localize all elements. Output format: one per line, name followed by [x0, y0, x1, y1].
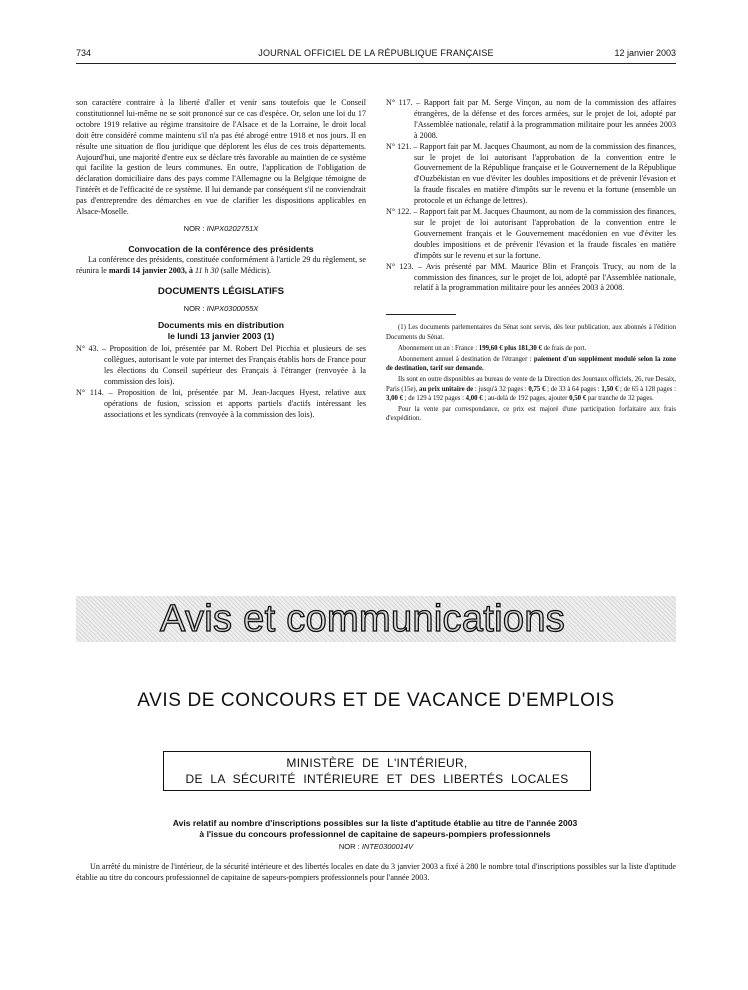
item-number: N° 114. [76, 388, 104, 398]
section-title: AVIS DE CONCOURS ET DE VACANCE D'EMPLOIS [137, 690, 615, 711]
nor-code: INTE0300014V [361, 842, 414, 851]
footnote-rule [386, 314, 456, 315]
footnote-price: 4,00 € [465, 394, 483, 402]
banner-title: Avis et communications [160, 598, 566, 640]
convocation-time: 11 h 30 [195, 265, 219, 275]
footnote-price: 199,60 € plus 181,30 € [478, 344, 542, 352]
footnote-text: de frais de port. [541, 344, 587, 352]
footnote [386, 375, 676, 403]
journal-title: JOURNAL OFFICIEL DE LA RÉPUBLIQUE FRANÇAISE [258, 48, 494, 58]
convocation-text: La conférence des présidents, constituée conformément à l'article 29 du règlement, se réunira le [76, 254, 366, 275]
list-item [76, 344, 366, 388]
item-text: – Proposition de loi, présentée par M. Jean-Jacques Hyest, relative aux opérations de fusion, scission et apports partiels d'actifs intéressant les associations et les syndicats (renvoyée à la commission des lois). [104, 388, 366, 419]
list-item [386, 142, 676, 207]
list-item [386, 262, 676, 295]
footnote-emphasis: paiement d'un supplément modulé selon la zone de destination, tarif sur demande. [386, 355, 676, 373]
item-number: N° 121. [386, 141, 412, 151]
convocation-date: mardi 14 janvier 2003, à [108, 265, 193, 275]
right-column [386, 98, 676, 423]
nor-label: NOR : [183, 223, 207, 233]
footnote-text: Abonnement annuel à destination de l'étranger : [398, 355, 534, 363]
convocation-heading: Convocation de la conférence des présidents [128, 243, 314, 254]
footnote [386, 355, 676, 373]
footnote-text: : jusqu'à 32 pages : [473, 385, 529, 393]
nor-code: INPX0300055X [206, 303, 259, 313]
footnote-emphasis: au prix unitaire de [419, 385, 474, 393]
nor-label: NOR : [338, 842, 362, 851]
item-text: – Rapport fait par M. Serge Vinçon, au nom de la commission des affaires étrangères, de la défense et des forces armées, sur le projet de loi, adopté par l'Assemblée nationale, relatif à la programmation militaire pour les années 2003 à 2008. [414, 98, 676, 140]
list-item [386, 207, 676, 262]
item-text: – Avis présenté par MM. Maurice Blin et François Trucy, au nom de la commission des finances, sur le projet de loi, adopté par l'Assemblée nationale, relatif à la programmation militaire pour les années 2003 à 2008. [414, 261, 676, 293]
avis-heading [90, 818, 660, 839]
ministry-line: DE LA SÉCURITÉ INTÉRIEURE ET DES LIBERTÉS LOCALES [185, 772, 569, 786]
avis-title-line: à l'issue du concours professionnel de capitaine de sapeurs-pompiers professionnels [199, 828, 551, 839]
footnote-text: ; de 33 à 64 pages : [545, 385, 602, 393]
item-number: N° 123. [386, 261, 414, 271]
item-number: N° 122. [386, 207, 412, 217]
footnote-text: Abonnement un an : France : [398, 344, 479, 352]
convocation-paragraph [76, 255, 366, 277]
item-number: N° 43. [76, 344, 99, 354]
footnote-price: 3,00 € [386, 394, 403, 402]
item-text: – Rapport fait par M. Jacques Chaumont, au nom de la commission des finances, sur le projet de loi autorisant l'approbation de la convention entre le Gouvernement de la République française et le Gouvernement de la République d'Ouzbékistan en vue d'éviter les doubles impositions et de prévenir l'évasion et la fraude fiscales en matière d'impôts sur le revenu et la fortune (ensemble un protocole et un échange de lettres). [413, 141, 676, 206]
convocation-room: (salle Médicis). [218, 265, 272, 275]
distribution-heading [76, 320, 366, 341]
header-rule [76, 63, 676, 64]
distribution-title-line: le lundi 13 janvier 2003 (1) [167, 330, 275, 341]
footnote: (1) Les documents parlementaires du Sénat sont servis, dès leur publication, aux abonnés à l'édition Documents du Sénat. [386, 324, 676, 341]
footnote-text: Ils sont en outre disponibles au bureau de vente de la Direction des Journaux officiels, 26, rue Desaix, Paris (15e), [386, 376, 676, 393]
documents-heading: DOCUMENTS LÉGISLATIFS [157, 285, 285, 297]
avis-title-line: Avis relatif au nombre d'inscriptions possibles sur la liste d'aptitude établie au titre de l'année 2003 [172, 818, 578, 828]
footnote-text: ; de 65 à 128 pages : [618, 385, 676, 393]
footnote-price: 0,50 € [569, 394, 587, 402]
issue-date: 12 janvier 2003 [614, 48, 676, 58]
footnote-text: ; au-delà de 192 pages, ajouter [482, 394, 570, 402]
nor-reference [76, 842, 676, 851]
item-text: – Proposition de loi, présentée par M. Robert Del Picchia et plusieurs de ses collègues, autorisant le vote par internet des Français établis hors de France pour les élections du Conseil supérieur des Français à l'étranger (renvoyée à la commission des lois). [102, 344, 366, 387]
footnote-price: 1,50 € [601, 385, 619, 393]
footnote: Pour la vente par correspondance, ce prix est majoré d'une participation forfaitaire aux frais d'expédition. [386, 405, 676, 423]
footnote-text: ; de 129 à 192 pages : [403, 394, 466, 402]
ministry-box [163, 751, 591, 791]
nor-label: NOR : [183, 303, 207, 313]
list-item [386, 98, 676, 142]
footnote [386, 344, 676, 353]
left-column [76, 98, 366, 421]
list-item [76, 388, 366, 421]
footnote-price: 0,75 € [528, 385, 546, 393]
page-number: 734 [76, 48, 92, 58]
ministry-line: MINISTÈRE DE L'INTÉRIEUR, [286, 756, 468, 770]
section-banner [76, 596, 676, 642]
nor-reference [76, 304, 366, 315]
footnote-text: par tranche de 32 pages. [586, 394, 654, 402]
nor-code: INPX0202751X [206, 223, 259, 233]
item-number: N° 117. [386, 98, 413, 107]
nor-reference [76, 224, 366, 235]
page-header [76, 48, 676, 62]
continued-paragraph: son caractère contraire à la liberté d'aller et venir sans toutefois que le Conseil constitutionnel lui-même ne se soit prononcé sur ce cas d'espèce. Or, selon une loi du 17 octobre 1919 relative au régime transitoire de l'Alsace et de la Lorraine, le droit local doit être considéré comme maintenu s'il n'a pas été abrogé entre 1918 et nos jours. Il en résulte une situation de flou juridique que déplorent les élus de ces trois départements. Aujourd'hui, une majorité d'entre eux se déclare très favorable au maintien de ce système qui facilite la gestion de leurs communes. En outre, l'application de l'obligation de déclaration domiciliaire dans des pays comme l'Allemagne ou la Belgique témoigne de l'intérêt et de l'efficacité de ce système. Il lui demande par conséquent s'il ne conviendrait pas d'entreprendre des démarches en vue de clarifier les dispositions applicables en Alsace-Moselle. [76, 98, 366, 217]
item-text: – Rapport fait par M. Jacques Chaumont, au nom de la commission des finances, sur le projet de loi autorisant l'approbation de la convention entre le Gouvernement français et le Gouvernement macédonien en vue d'éviter les doubles impositions et de prévenir l'évasion et la fraude fiscales en matière d'impôts sur le revenu et sur la fortune. [413, 207, 676, 260]
distribution-title-line: Documents mis en distribution [157, 320, 285, 331]
avis-body: Un arrêté du ministre de l'intérieur, de la sécurité intérieure et des libertés locales en date du 3 janvier 2003 a fixé à 280 le nombre total d'inscriptions possibles sur la liste d'aptitude établie au titre du concours professionnel de capitaine de sapeurs-pompiers professionnels pour l'année 2003. [76, 862, 676, 882]
